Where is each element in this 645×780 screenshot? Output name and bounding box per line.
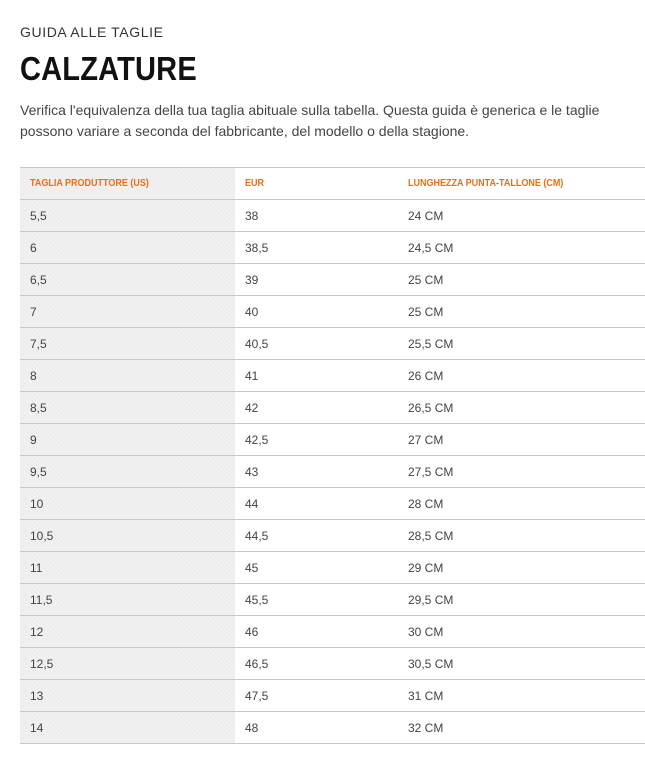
cell-length: 24,5 CM — [398, 232, 645, 264]
cell-us-size: 7,5 — [20, 328, 235, 360]
intro-paragraph: Verifica l'equivalenza della tua taglia abituale sulla tabella. Questa guida è generica e le taglie possono variare a seconda del fabbricante, del modello o della stagione. — [20, 102, 600, 139]
cell-length: 32 CM — [398, 712, 645, 744]
cell-eur: 44,5 — [235, 520, 398, 552]
cell-length: 30,5 CM — [398, 648, 645, 680]
table-row — [20, 648, 645, 680]
cell-us-size: 8,5 — [20, 392, 235, 424]
cell-eur: 39 — [235, 264, 398, 296]
header-eur-label: EUR — [245, 178, 265, 189]
size-table-header — [20, 168, 645, 200]
size-table — [20, 167, 645, 744]
cell-length: 28 CM — [398, 488, 645, 520]
cell-eur: 38,5 — [235, 232, 398, 264]
header-eur — [235, 168, 398, 200]
cell-eur: 48 — [235, 712, 398, 744]
cell-eur: 46 — [235, 616, 398, 648]
cell-length: 26 CM — [398, 360, 645, 392]
table-row — [20, 680, 645, 712]
guide-eyebrow: GUIDA ALLE TAGLIE — [20, 24, 164, 40]
cell-us-size: 5,5 — [20, 200, 235, 232]
table-row — [20, 456, 645, 488]
cell-length: 30 CM — [398, 616, 645, 648]
cell-us-size: 12,5 — [20, 648, 235, 680]
table-row — [20, 360, 645, 392]
cell-length: 27,5 CM — [398, 456, 645, 488]
header-us-size — [20, 168, 235, 200]
table-row — [20, 328, 645, 360]
page-title: CALZATURE — [20, 50, 197, 87]
table-row — [20, 520, 645, 552]
cell-eur: 38 — [235, 200, 398, 232]
cell-eur: 40 — [235, 296, 398, 328]
cell-eur: 44 — [235, 488, 398, 520]
size-table-body — [20, 200, 645, 744]
cell-length: 25,5 CM — [398, 328, 645, 360]
cell-us-size: 11 — [20, 552, 235, 584]
cell-eur: 40,5 — [235, 328, 398, 360]
header-length-label: LUNGHEZZA PUNTA-TALLONE (CM) — [408, 178, 564, 189]
cell-eur: 47,5 — [235, 680, 398, 712]
table-row — [20, 712, 645, 744]
cell-length: 24 CM — [398, 200, 645, 232]
cell-length: 29 CM — [398, 552, 645, 584]
cell-us-size: 6,5 — [20, 264, 235, 296]
header-length — [398, 168, 645, 200]
cell-eur: 42,5 — [235, 424, 398, 456]
cell-eur: 45,5 — [235, 584, 398, 616]
cell-eur: 41 — [235, 360, 398, 392]
cell-us-size: 7 — [20, 296, 235, 328]
cell-us-size: 10,5 — [20, 520, 235, 552]
table-row — [20, 264, 645, 296]
cell-us-size: 13 — [20, 680, 235, 712]
cell-us-size: 12 — [20, 616, 235, 648]
cell-length: 28,5 CM — [398, 520, 645, 552]
table-row — [20, 488, 645, 520]
cell-length: 31 CM — [398, 680, 645, 712]
header-row — [20, 168, 645, 200]
table-row — [20, 200, 645, 232]
cell-us-size: 14 — [20, 712, 235, 744]
cell-eur: 43 — [235, 456, 398, 488]
table-row — [20, 296, 645, 328]
cell-length: 25 CM — [398, 264, 645, 296]
cell-us-size: 11,5 — [20, 584, 235, 616]
cell-length: 27 CM — [398, 424, 645, 456]
cell-us-size: 9 — [20, 424, 235, 456]
table-row — [20, 552, 645, 584]
table-row — [20, 584, 645, 616]
cell-eur: 45 — [235, 552, 398, 584]
cell-length: 25 CM — [398, 296, 645, 328]
cell-us-size: 8 — [20, 360, 235, 392]
cell-us-size: 10 — [20, 488, 235, 520]
cell-eur: 46,5 — [235, 648, 398, 680]
cell-length: 26,5 CM — [398, 392, 645, 424]
table-row — [20, 232, 645, 264]
cell-us-size: 6 — [20, 232, 235, 264]
table-row — [20, 392, 645, 424]
cell-us-size: 9,5 — [20, 456, 235, 488]
table-row — [20, 424, 645, 456]
header-us-size-label: TAGLIA PRODUTTORE (US) — [30, 178, 149, 189]
cell-eur: 42 — [235, 392, 398, 424]
cell-length: 29,5 CM — [398, 584, 645, 616]
table-row — [20, 616, 645, 648]
